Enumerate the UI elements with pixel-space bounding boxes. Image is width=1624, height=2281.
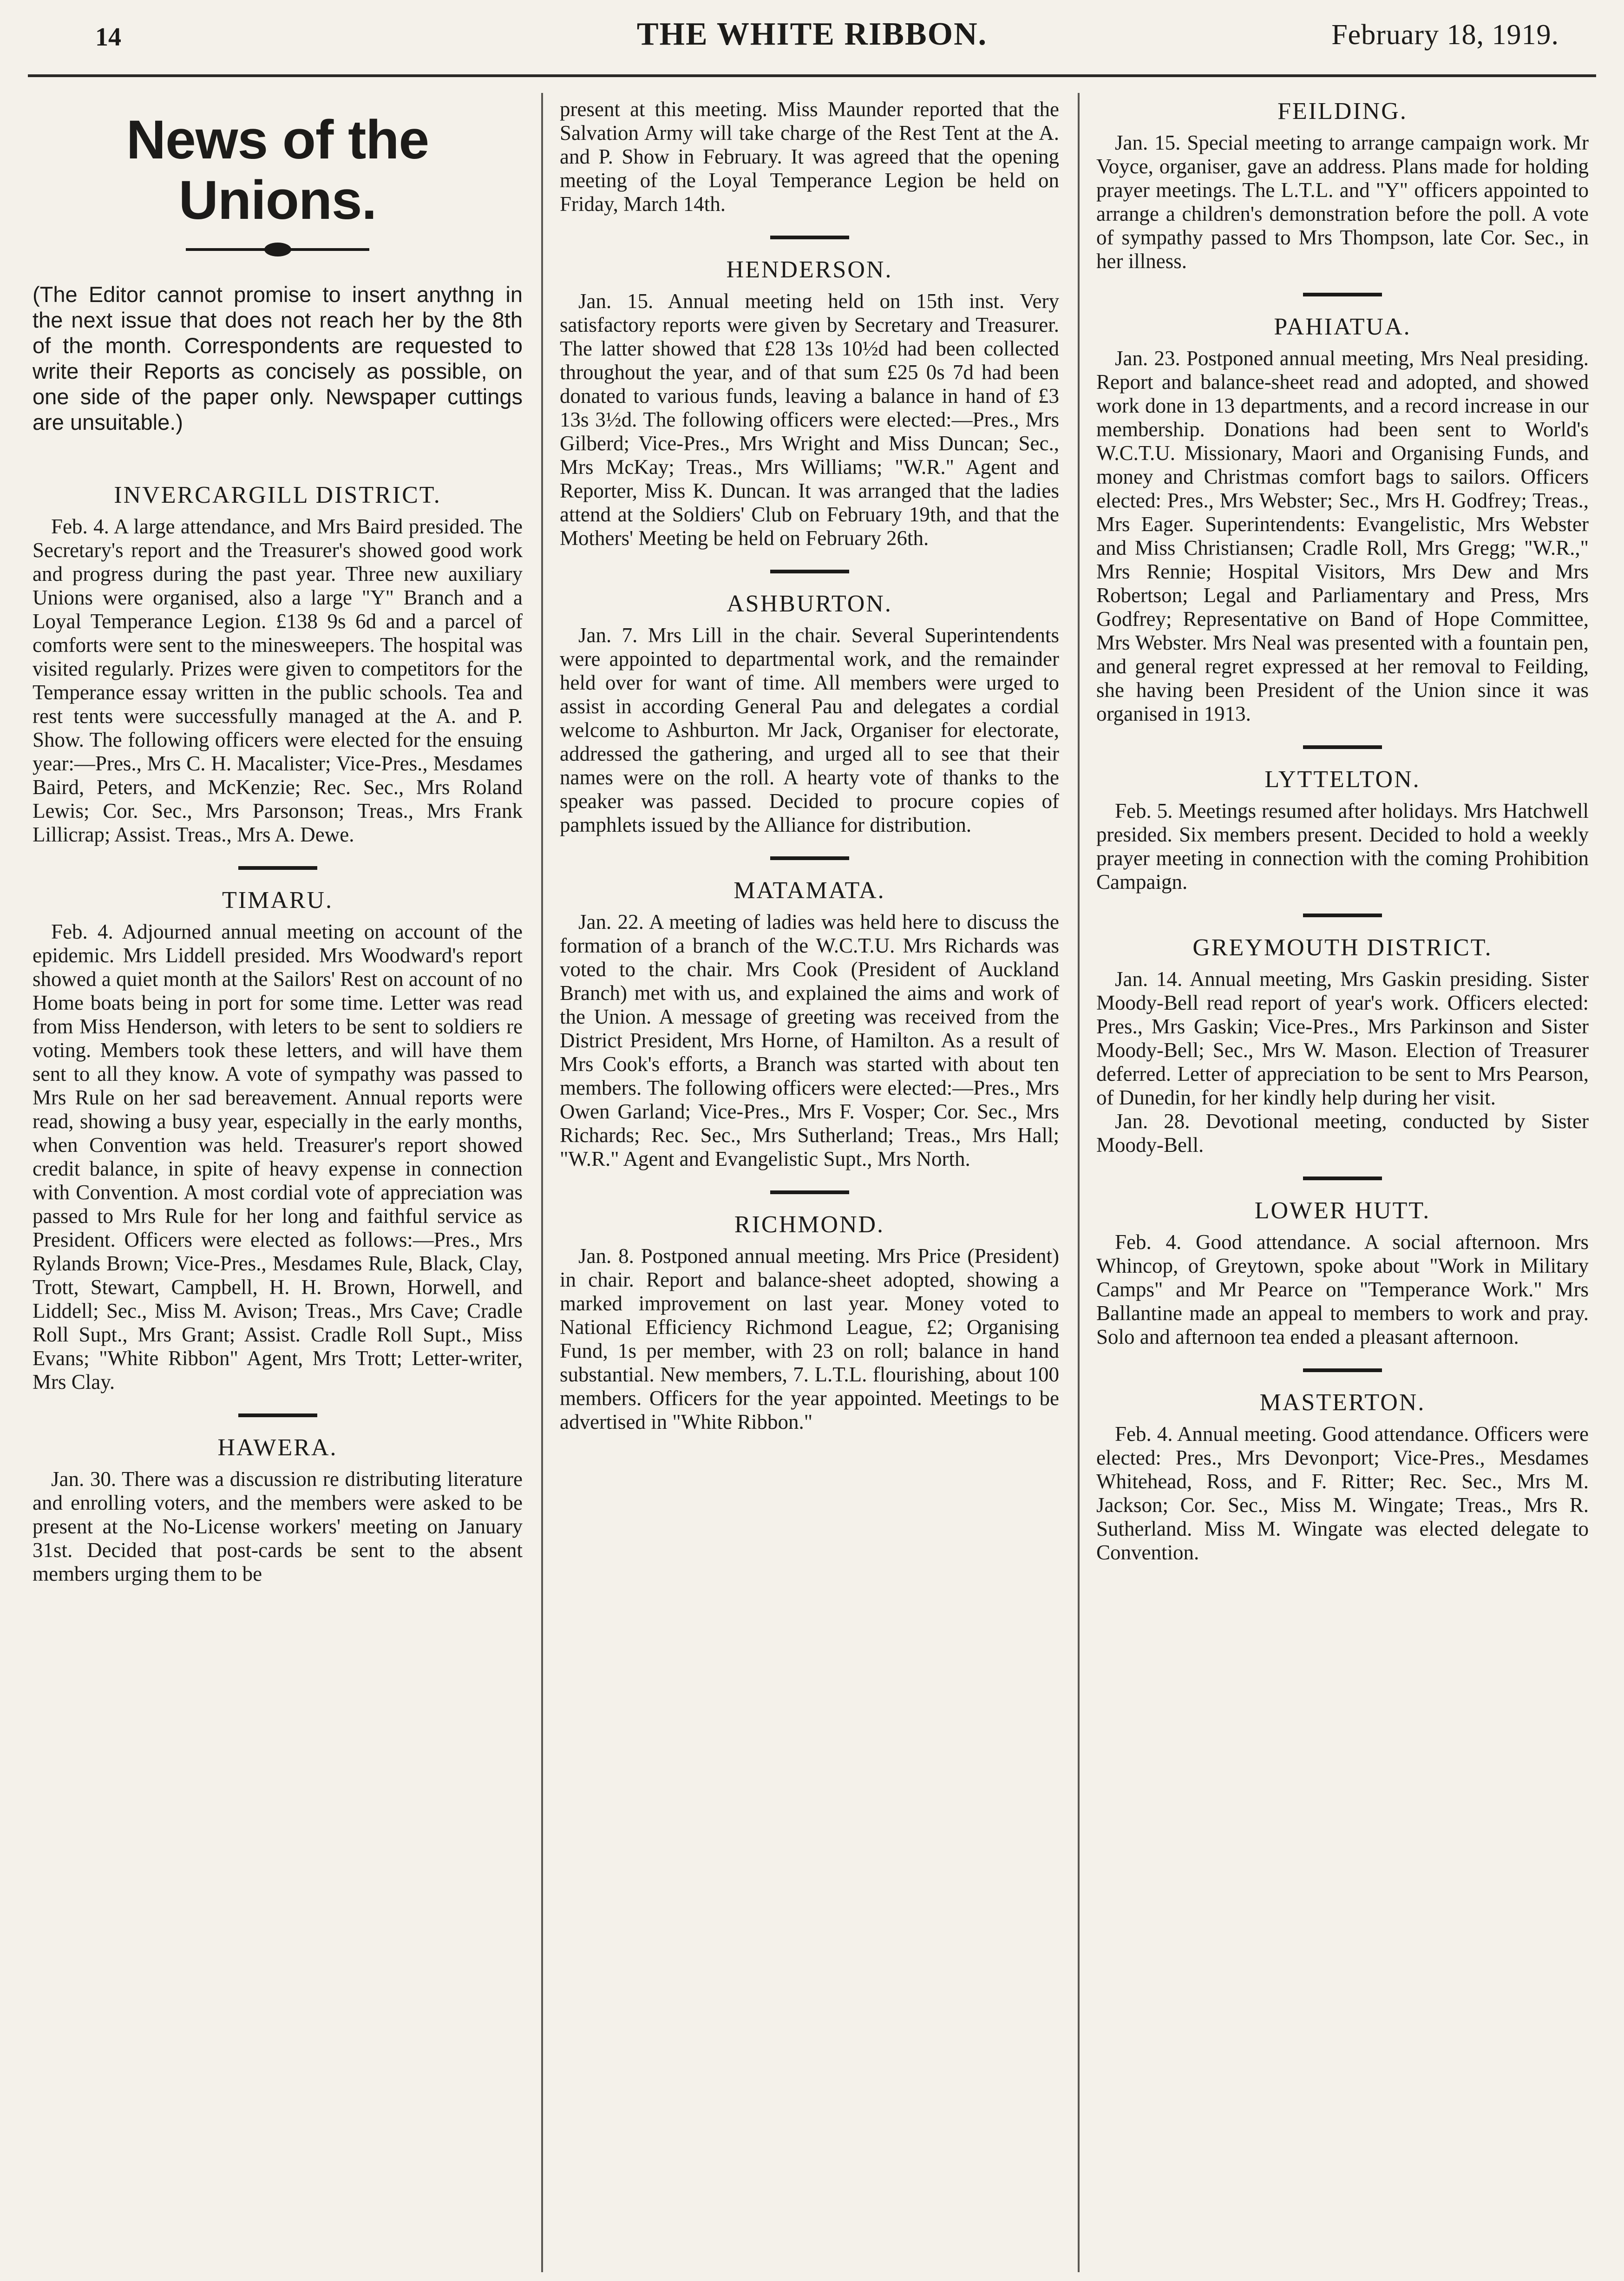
section-separator xyxy=(1303,745,1382,749)
union-heading: HENDERSON. xyxy=(726,256,893,283)
section-separator xyxy=(238,1413,317,1417)
editor-note: (The Editor cannot promise to insert anythng in the next issue that does not reach her by the 8th of the month. Correspondents are requested to write their Reports as concisely as possible, on one side of the paper only. Newspaper cuttings are unsuitable.) xyxy=(33,282,523,434)
section-title: News of the Unions. xyxy=(126,109,429,231)
union-heading: LOWER HUTT. xyxy=(1254,1197,1431,1224)
union-report: Feb. 4. Adjourned annual meeting on account of the epidemic. Mrs Liddell presided. Mrs Woodward's report showed a quiet month at the Sailors' Rest on account of no Home boats being in port for some time. Letter was read from Miss Henderson, with leters to be sent to soldiers re voting. Members took these letters, and will have them sent to all they know. A vote of sympathy was passed to Mrs Rule on her sad bereavement. Annual reports were read, showing a busy year, especially in the early months, when Convention was held. Treasurer's report showed credit balance, in spite of heavy expense in connection with Convention. A most cordial vote of appreciation was passed to Mrs Rule for her long and faithful service as President. Officers were elected as follows:—Pres., Mrs Rylands Brown; Vice-Pres., Mesdames Rule, Black, Clay, Trott, Stewart, Campbell, H. H. Brown, Horwell, and Liddell; Sec., Miss M. Avison; Treas., Mrs Cave; Cradle Roll Supt., Mrs Grant; Assist. Cradle Roll Supt., Miss Evans; "White Ribbon" Agent, Mrs Trott; Letter-writer, Mrs Clay. xyxy=(33,920,523,1394)
union-heading: MASTERTON. xyxy=(1259,1389,1426,1416)
section-separator xyxy=(1303,293,1382,296)
column-1 xyxy=(33,98,523,2272)
section-separator xyxy=(1303,1177,1382,1180)
union-heading: INVERCARGILL DISTRICT. xyxy=(114,482,441,508)
union-report: Jan. 22. A meeting of ladies was held here to discuss the formation of a branch of the W.C.T.U. Mrs Richards was voted to the chair. Mrs Cook (President of Auckland Branch) met with us, and explained the aims and work of the Union. A message of greeting was received from the District President, Mrs Horne, of Hamilton. As a result of Mrs Cook's efforts, a Branch was started with about ten members. The following officers were elected:—Pres., Mrs Owen Garland; Vice-Pres., Mrs F. Vosper; Cor. Sec., Mrs Richards; Rec. Sec., Mrs Sutherland; Treas., Mrs Hall; "W.R." Agent and Evangelistic Supt., Mrs North. xyxy=(560,910,1059,1170)
union-report: Feb. 4. Annual meeting. Good attendance. Officers were elected: Pres., Mrs Devonport; Vice-Pres., Mesdames Whitehead, Ross, and F. Ritter; Rec. Sec., Mrs M. Jackson; Cor. Sec., Miss M. Wingate; Treas., Mrs R. Sutherland. Miss M. Wingate was elected delegate to Convention. xyxy=(1096,1422,1589,1564)
union-report: Feb. 4. Good attendance. A social afternoon. Mrs Whincop, of Greytown, spoke about "Work in Military Camps" and Mr Pearce on "Temperance Work." Mrs Ballantine made an appeal to members to work and pray. Solo and afternoon tea ended a pleasant afternoon. xyxy=(1096,1230,1589,1348)
union-report: Feb. 4. A large attendance, and Mrs Baird presided. The Secretary's report and the Treasurer's showed good work and progress during the past year. Three new auxiliary Unions were organised, also a large "Y" Branch and a Loyal Temperance Legion. £138 9s 6d and a parcel of comforts were sent to the minesweepers. The hospital was visited regularly. Prizes were given to competitors for the Temperance essay written in the public schools. Tea and rest tents were successfully managed at the A. and P. Show. The following officers were elected for the ensuing year:—Pres., Mrs C. H. Macalister; Vice-Pres., Mesdames Baird, Peters, and McKenzie; Rec. Sec., Mrs Roland Lewis; Cor. Sec., Mrs Parsonson; Treas., Mrs Frank Lillicrap; Assist. Treas., Mrs A. Dewe. xyxy=(33,515,523,846)
union-heading: TIMARU. xyxy=(222,887,334,914)
union-report: Jan. 8. Postponed annual meeting. Mrs Price (President) in chair. Report and balance-sheet adopted, showing a marked improvement on last year. Money voted to National Efficiency Richmond League, £2; Organising Fund, 1s per member, with 23 on roll; balance in hand substantial. New members, 7. L.T.L. flourishing, about 100 members. Officers for the year appointed. Meetings to be advertised in "White Ribbon." xyxy=(560,1244,1059,1433)
union-report: Jan. 30. There was a discussion re distributing literature and enrolling voters, and the members were asked to be present at the No-License workers' meeting on January 31st. Decided that post-cards be sent to the absent members urging them to be xyxy=(33,1467,523,1585)
union-report: Feb. 5. Meetings resumed after holidays. Mrs Hatchwell presided. Six members present. Decided to hold a weekly prayer meeting in connection with the coming Prohibition Campaign. xyxy=(1096,799,1589,894)
column-divider xyxy=(541,93,543,2272)
union-heading: MATAMATA. xyxy=(733,877,885,904)
section-separator xyxy=(1303,1368,1382,1372)
union-report: Jan. 14. Annual meeting, Mrs Gaskin presiding. Sister Moody-Bell read report of year's work. Officers elected: Pres., Mrs Gaskin; Vice-Pres., Mrs Parkinson and Sister Moody-Bell; Sec., Mrs W. Mason. Election of Treasurer deferred. Letter of appreciation to be sent to Mrs Pearson, of Dunedin, for her kindly help during her visit. xyxy=(1096,967,1589,1109)
header-rule xyxy=(28,74,1596,77)
page-header xyxy=(0,0,1624,88)
union-report: Jan. 28. Devotional meeting, conducted by Sister Moody-Bell. xyxy=(1096,1110,1589,1157)
section-separator xyxy=(770,1190,849,1194)
masthead-title: THE WHITE RIBBON. xyxy=(636,16,988,52)
issue-date: February 18, 1919. xyxy=(1331,19,1559,51)
column-divider xyxy=(1078,93,1080,2272)
section-separator xyxy=(770,236,849,239)
union-report: Jan. 15. Special meeting to arrange campaign work. Mr Voyce, organiser, gave an address. Plans made for holding prayer meetings. The L.T.L. and "Y" officers appointed to arrange a children's demonstration before the poll. A vote of sympathy passed to Mrs Thompson, late Cor. Sec., in her illness. xyxy=(1096,131,1589,273)
union-report-continued: present at this meeting. Miss Maunder reported that the Salvation Army will take charge of the Rest Tent at the A. and P. Show in February. It was agreed that the opening meeting of the Loyal Temperance Legion be held on Friday, March 14th. xyxy=(560,98,1059,216)
section-separator xyxy=(238,866,317,870)
column-2 xyxy=(560,98,1059,2272)
union-heading: ASHBURTON. xyxy=(727,591,892,617)
section-separator xyxy=(770,570,849,573)
union-heading: HAWERA. xyxy=(217,1434,338,1461)
title-ornament xyxy=(33,235,523,263)
section-separator xyxy=(1303,914,1382,917)
union-heading: PAHIATUA. xyxy=(1274,314,1411,340)
union-heading: RICHMOND. xyxy=(734,1211,885,1238)
page-number: 14 xyxy=(95,23,121,52)
union-heading: GREYMOUTH DISTRICT. xyxy=(1192,934,1493,961)
section-separator xyxy=(770,856,849,860)
union-heading: FEILDING. xyxy=(1277,98,1408,125)
union-report: Jan. 15. Annual meeting held on 15th inst. Very satisfactory reports were given by Secretary and Treasurer. The latter showed that £28 13s 10½d had been collected throughout the year, and of that sum £25 0s 7d had been donated to various funds, leaving a balance in hand of £3 13s 3½d. The following officers were elected:—Pres., Mrs Gilberd; Vice-Pres., Mrs Wright and Miss Duncan; Sec., Mrs McKay; Treas., Mrs Williams; "W.R." Agent and Reporter, Miss K. Duncan. It was arranged that the ladies attend at the Soldiers' Club on February 19th, and that the Mothers' Meeting be held on February 26th. xyxy=(560,289,1059,550)
column-3 xyxy=(1096,98,1589,2272)
union-report: Jan. 23. Postponed annual meeting, Mrs Neal presiding. Report and balance-sheet read and adopted, and showed work done in 13 departments, and a record increase in our membership. Donations had been sent to World's W.C.T.U. Missionary, Maori and Organising Funds, and money and Christmas comfort bags to sailors. Officers elected: Pres., Mrs Webster; Sec., Mrs H. Godfrey; Treas., Mrs Eager. Superintendents: Evangelistic, Mrs Webster and Miss Christiansen; Cradle Roll, Mrs Gregg; "W.R.," Mrs Rennie; Hospital Visitors, Mrs Dew and Mrs Robertson; Legal and Parliamentary and Press, Mrs Godfrey; Representative on Band of Hope Committee, Mrs Webster. Mrs Neal was presented with a fountain pen, and general regret expressed at her removal to Feilding, she having been President of the Union since it was organised in 1913. xyxy=(1096,347,1589,725)
union-report: Jan. 7. Mrs Lill in the chair. Several Superintendents were appointed to departmental work, and the remainder held over for want of time. All members were urged to assist in according General Pau and delegates a cordial welcome to Ashburton. Mr Jack, Organiser for electorate, addressed the gathering, and urged all to see that their names were on the roll. A hearty vote of thanks to the speaker was passed. Decided to procure copies of pamphlets issued by the Alliance for distribution. xyxy=(560,624,1059,836)
union-heading: LYTTELTON. xyxy=(1264,766,1421,793)
